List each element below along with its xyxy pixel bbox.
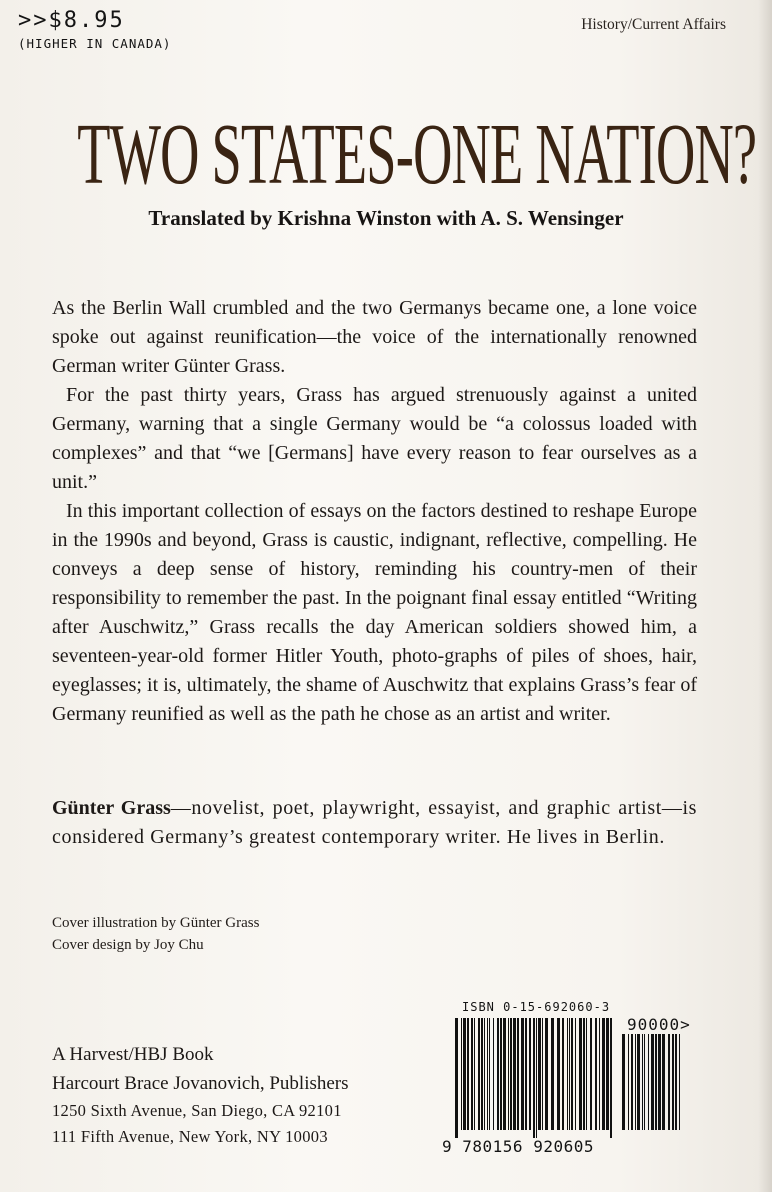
blurb-paragraph-1: As the Berlin Wall crumbled and the two Germanys became one, a lone voice spoke out against reunification—the voice of the internationally renowned German writer Günter Grass. [52, 297, 697, 377]
barcode-bar [551, 1018, 554, 1130]
barcode-bar [493, 1018, 494, 1130]
barcode-bar [628, 1034, 629, 1130]
barcode-bar [463, 1018, 466, 1130]
barcode-bar [487, 1018, 488, 1130]
barcode-bar [679, 1034, 680, 1130]
price-sticker: >>$8.95 [18, 8, 125, 33]
barcode-bar [508, 1018, 509, 1130]
barcode-bar [538, 1018, 541, 1130]
barcode-bar [606, 1018, 609, 1130]
barcode-bar [497, 1018, 499, 1130]
author-bio [52, 794, 697, 852]
barcode-bar [595, 1018, 597, 1130]
barcode-bar [567, 1018, 568, 1130]
barcode-bar [542, 1018, 543, 1130]
publisher-block [52, 1040, 349, 1150]
barcode-bar [529, 1018, 531, 1130]
barcode-bar [521, 1018, 524, 1130]
barcode-bar [662, 1034, 665, 1130]
barcode-bar [557, 1018, 560, 1130]
barcode-bar [569, 1018, 570, 1130]
barcode-bar [525, 1018, 527, 1130]
barcode-bar [586, 1018, 587, 1130]
blurb-paragraph-3: In this important collection of essays on the factors destined to reshape Europe in the 1990s and beyond, Grass is caustic, indignant, reflective, compelling. He conveys a deep sense of history, reminding his country-men of their responsibility to remember the past. In the poignant final essay entitled “Writing after Auschwitz,” Grass recalls the day American soldiers showed him, a seventeen-year-old former Hitler Youth, photo-graphs of piles of shoes, hair, eyeglasses; it is, ultimately, the shame of Auschwitz that explains Grass’s fear of Germany reunified as well as the path he chose as an artist and writer. [52, 500, 697, 725]
isbn-label: ISBN 0-15-692060-3 [462, 1000, 611, 1014]
barcode-bar [481, 1018, 483, 1130]
design-credit: Cover design by Joy Chu [52, 937, 204, 953]
description-blurb [52, 294, 697, 729]
barcode-bar [635, 1034, 636, 1130]
barcode-bar [461, 1018, 462, 1130]
price-addon-digits: 90000> [627, 1015, 691, 1034]
barcode-bar [455, 1018, 458, 1138]
barcode-bar [651, 1034, 654, 1130]
barcode-bar [513, 1018, 516, 1130]
barcode-bar [648, 1034, 649, 1130]
barcode-bar [599, 1018, 600, 1130]
barcode-bar [644, 1034, 645, 1130]
barcode-bar [562, 1018, 564, 1130]
translator-credit: Translated by Krishna Winston with A. S. Wensinger [148, 206, 624, 230]
barcode-digits: 9 780156 920605 [442, 1137, 594, 1156]
barcode-bar [545, 1018, 548, 1130]
barcode-bar [503, 1018, 506, 1130]
barcode-bar [510, 1018, 512, 1130]
barcode-bar [672, 1034, 674, 1130]
barcode-bar [590, 1018, 592, 1130]
barcode-bar [478, 1018, 480, 1130]
barcode-bar [579, 1018, 582, 1130]
barcode-bar [668, 1034, 670, 1130]
publisher-address-2: 111 Fifth Avenue, New York, NY 10003 [52, 1127, 328, 1146]
publisher-address-1: 1250 Sixth Avenue, San Diego, CA 92101 [52, 1101, 342, 1120]
publisher-imprint: A Harvest/HBJ Book [52, 1044, 214, 1065]
book-title: TWO STATES-ONE NATION? [77, 104, 757, 203]
barcode-bar [637, 1034, 640, 1130]
barcode-bar [658, 1034, 661, 1130]
barcode-bar [536, 1018, 537, 1138]
barcode-bar [622, 1034, 625, 1130]
author-name: Günter Grass [52, 797, 171, 819]
barcode-bar [467, 1018, 469, 1130]
category-label: History/Current Affairs [581, 16, 726, 33]
barcode-bar [533, 1018, 535, 1138]
price-addon-barcode [622, 1034, 684, 1138]
barcode-bar [631, 1034, 633, 1130]
blurb-paragraph-2: For the past thirty years, Grass has argued strenuously against a united Germany, warning that a single Germany would be “a colossus loaded with complexes” and that “we [Germans] have every reason to fear ourselves as a unit.” [52, 384, 697, 493]
barcode-bar [489, 1018, 490, 1130]
barcode-bar [655, 1034, 657, 1130]
barcode-bar [500, 1018, 502, 1130]
barcode-bar [471, 1018, 473, 1130]
barcode-bar [610, 1018, 612, 1138]
barcode-bar [484, 1018, 485, 1130]
price-note: (HIGHER IN CANADA) [18, 36, 172, 51]
barcode-bar [642, 1034, 643, 1130]
barcode-bar [583, 1018, 585, 1130]
barcode-bar [571, 1018, 573, 1130]
publisher-name: Harcourt Brace Jovanovich, Publishers [52, 1073, 349, 1094]
author-bio-text: —novelist, poet, playwright, essayist, and graphic artist—is considered Germany’s greatest contemporary writer. He lives in Berlin. [52, 797, 697, 848]
barcode-bar [517, 1018, 519, 1130]
cover-credits [52, 912, 259, 956]
barcode-bar [602, 1018, 605, 1130]
barcode-bar [675, 1034, 677, 1130]
barcode-bar [474, 1018, 475, 1130]
illustration-credit: Cover illustration by Günter Grass [52, 915, 260, 931]
ean-barcode [455, 1018, 613, 1138]
cover-edge-shadow [758, 0, 772, 1192]
barcode-bar [575, 1018, 576, 1130]
